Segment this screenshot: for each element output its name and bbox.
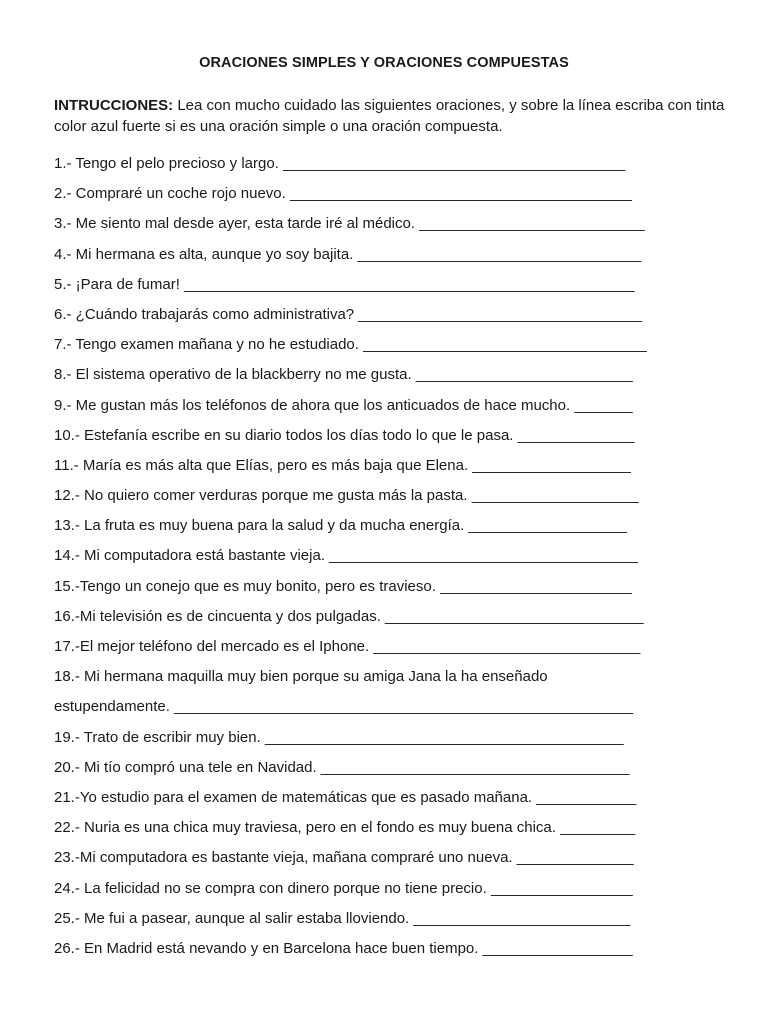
sentence-item-12: 12.- No quiero comer verduras porque me gusta más la pasta. ____________________ xyxy=(54,487,639,505)
sentence-item-8: 8.- El sistema operativo de la blackberry no me gusta. __________________________ xyxy=(54,366,633,384)
instructions-label: INTRUCCIONES: xyxy=(54,97,174,114)
sentence-item-5: 5.- ¡Para de fumar! ______________________________________________________ xyxy=(54,275,635,293)
sentence-item-9: 9.- Me gustan más los teléfonos de ahora que los anticuados de hace mucho. _______ xyxy=(54,396,633,414)
sentence-item-21: 21.-Yo estudio para el examen de matemáticas que es pasado mañana. ____________ xyxy=(54,788,637,806)
sentence-list xyxy=(54,150,744,965)
sentence-item-7: 7.- Tengo examen mañana y no he estudiado. __________________________________ xyxy=(54,336,647,354)
sentence-item-1: 1.- Tengo el pelo precioso y largo. _________________________________________ xyxy=(54,155,626,172)
sentence-item-4: 4.- Mi hermana es alta, aunque yo soy bajita. __________________________________ xyxy=(54,245,642,263)
sentence-item-18: 18.- Mi hermana maquilla muy bien porque su amiga Jana la ha enseñado xyxy=(54,668,548,686)
sentence-item-15: 15.-Tengo un conejo que es muy bonito, pero es travieso. _______________________ xyxy=(54,577,632,595)
instructions-paragraph xyxy=(54,95,734,137)
sentence-item-13: 13.- La fruta es muy buena para la salud y da mucha energía. ___________________ xyxy=(54,517,627,535)
sentence-item-10: 10.- Estefanía escribe en su diario todos los días todo lo que le pasa. ______________ xyxy=(54,426,635,444)
sentence-item-24: 24.- La felicidad no se compra con dinero porque no tiene precio. _________________ xyxy=(54,879,633,897)
page-title: ORACIONES SIMPLES Y ORACIONES COMPUESTAS xyxy=(199,55,569,71)
sentence-item-17: 17.-El mejor teléfono del mercado es el Iphone. ________________________________ xyxy=(54,638,641,655)
sentence-item-14: 14.- Mi computadora está bastante vieja. _____________________________________ xyxy=(54,547,638,565)
instructions-text: Lea con mucho cuidado las siguientes oraciones, y sobre la línea escriba con tinta color azul fuerte si es una oración simple o una oración compuesta. xyxy=(54,97,725,135)
sentence-item-20: 20.- Mi tío compró una tele en Navidad. _____________________________________ xyxy=(54,758,630,776)
sentence-item-26: 26.- En Madrid está nevando y en Barcelona hace buen tiempo. __________________ xyxy=(54,939,633,957)
sentence-item-2: 2.- Compraré un coche rojo nuevo. _________________________________________ xyxy=(54,185,632,203)
sentence-item-22: 22.- Nuria es una chica muy traviesa, pero en el fondo es muy buena chica. _________ xyxy=(54,819,636,837)
sentence-item-18-continuation: estupendamente. _______________________________________________________ xyxy=(54,698,633,716)
sentence-item-25: 25.- Me fui a pasear, aunque al salir estaba lloviendo. __________________________ xyxy=(54,909,631,927)
sentence-item-3: 3.- Me siento mal desde ayer, esta tarde iré al médico. ___________________________ xyxy=(54,215,645,233)
sentence-item-6: 6.- ¿Cuándo trabajarás como administrativa? __________________________________ xyxy=(54,305,642,323)
sentence-item-23: 23.-Mi computadora es bastante vieja, mañana compraré uno nueva. ______________ xyxy=(54,849,634,867)
sentence-item-19: 19.- Trato de escribir muy bien. ___________________________________________ xyxy=(54,728,624,746)
sentence-item-11: 11.- María es más alta que Elías, pero es más baja que Elena. ___________________ xyxy=(54,456,631,474)
sentence-item-16: 16.-Mi televisión es de cincuenta y dos pulgadas. _______________________________ xyxy=(54,607,644,625)
